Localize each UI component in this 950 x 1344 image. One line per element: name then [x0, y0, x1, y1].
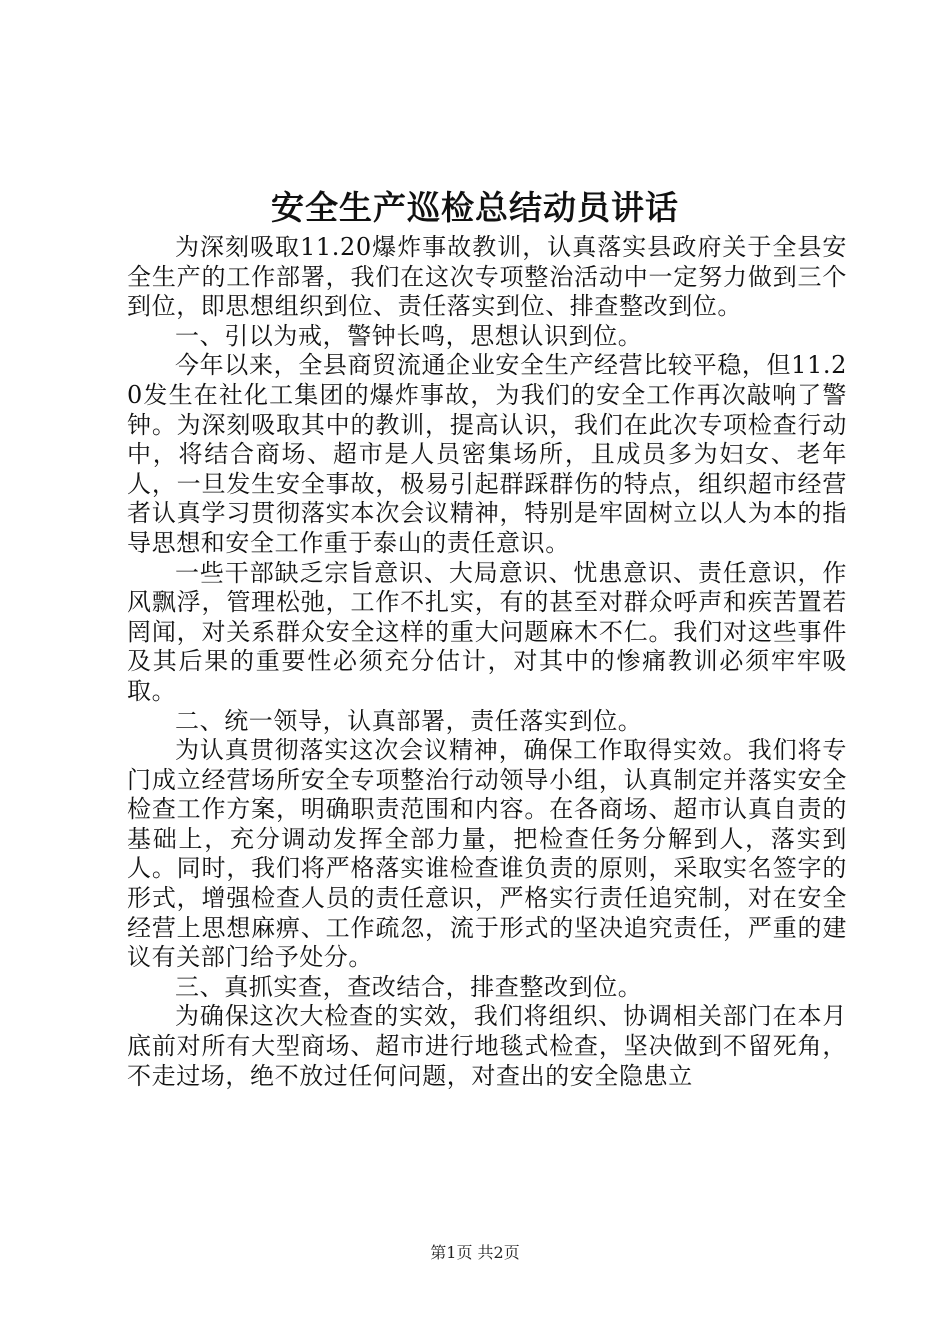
section-heading-3: 三、真抓实查，查改结合，排查整改到位。	[175, 972, 643, 1001]
paragraph-section-1a: 今年以来，全县商贸流通企业安全生产经营比较平稳，但11.20发生在社化工集团的爆炸事故，为我们的安全工作再次敲响了警钟。为深刻吸取其中的教训，提高认识，我们在此次专项检查行动中，将结合商场、超市是人员密集场所，且成员多为妇女、老年人，一旦发生安全事故，极易引起群踩群伤的特点，组织超市经营者认真学习贯彻落实本次会议精神，特别是牢固树立以人为本的指导思想和安全工作重于泰山的责任意识。	[127, 351, 847, 557]
paragraph-intro: 为深刻吸取11.20爆炸事故教训，认真落实县政府关于全县安全生产的工作部署，我们在这次专项整治活动中一定努力做到三个到位，即思想组织到位、责任落实到位、排查整改到位。	[127, 233, 847, 321]
document-title: 安全生产巡检总结动员讲话	[271, 188, 679, 227]
paragraph-section-2: 为认真贯彻落实这次会议精神，确保工作取得实效。我们将专门成立经营场所安全专项整治行动领导小组，认真制定并落实安全检查工作方案，明确职责范围和内容。在各商场、超市认真自责的基础上，充分调动发挥全部力量，把检查任务分解到人，落实到人。同时，我们将严格落实谁检查谁负责的原则，采取实名签字的形式，增强检查人员的责任意识，严格实行责任追究制，对在安全经营上思想麻痹、工作疏忽，流于形式的坚决追究责任，严重的建议有关部门给予处分。	[127, 736, 847, 972]
section-heading-1: 一、引以为戒，警钟长鸣，思想认识到位。	[175, 321, 643, 350]
paragraph-section-1b: 一些干部缺乏宗旨意识、大局意识、忧患意识、责任意识，作风飘浮，管理松弛，工作不扎实，有的甚至对群众呼声和疾苦置若罔闻，对关系群众安全这样的重大问题麻木不仁。我们对这些事件及其后果的重要性必须充分估计，对其中的惨痛教训必须牢牢吸取。	[127, 558, 847, 705]
section-heading-2: 二、统一领导，认真部署，责任落实到位。	[175, 706, 643, 735]
document-body	[127, 233, 847, 1091]
page-footer: 第1页 共2页	[430, 1243, 520, 1262]
paragraph-section-3: 为确保这次大检查的实效，我们将组织、协调相关部门在本月底前对所有大型商场、超市进行地毯式检查，坚决做到不留死角，不走过场，绝不放过任何问题，对查出的安全隐患立	[127, 1002, 847, 1090]
